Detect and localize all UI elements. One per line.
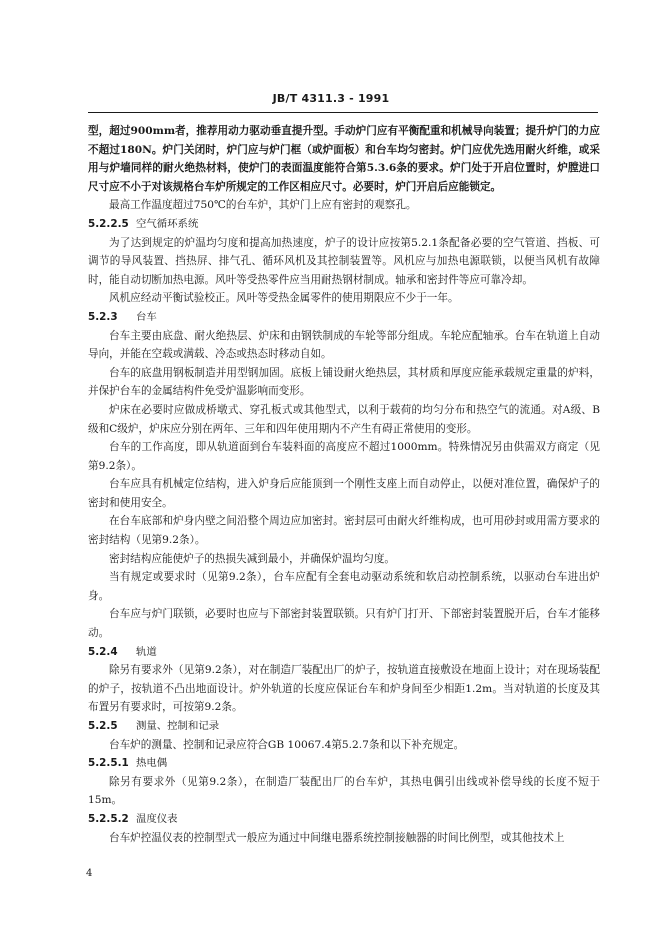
section-number: 5.2.5.1 <box>88 757 129 770</box>
section-title: 轨道 <box>136 645 157 658</box>
section-title: 热电偶 <box>136 757 168 770</box>
section-number: 5.2.5 <box>88 720 118 732</box>
section-heading <box>88 810 600 829</box>
section-number: 5.2.2.5 <box>88 217 129 230</box>
paragraph: 风机应经动平衡试验校正。风叶等受热金属零件的使用期限应不少于一年。 <box>109 292 459 305</box>
paragraph: 除另有要求外（见第9.2条），在制造厂装配出厂的台车炉，其热电偶引出线或补偿导线的长度不短于15m。 <box>88 775 600 807</box>
header-rule <box>88 112 598 113</box>
section-heading <box>88 643 600 662</box>
paragraph: 当有规定或要求时（见第9.2条），台车应配有全套电动驱动系统和软启动控制系统，以驱动台车进出炉身。 <box>88 571 600 602</box>
paragraph: 台车的工作高度，即从轨道面到台车装料面的高度应不超过1000mm。特殊情况另由供需双方商定（见第9.2条）。 <box>88 441 600 472</box>
paragraph: 台车的底盘用钢板制造并用型钢加固。底板上铺设耐火绝热层，其材质和厚度应能承载规定重量的炉料，并保护台车的金属结构件免受炉温影响而变形。 <box>88 366 600 398</box>
section-heading <box>88 215 600 234</box>
paragraph: 为了达到规定的炉温均匀度和提高加热速度，炉子的设计应按第5.2.1条配备必要的空气管道、挡板、可调节的导风装置、挡热屏、排气孔、循环风机及其控制装置等。风机应与加热电源联锁，以便当风机有故障时，能自动切断加热电源。风叶等受热零件应当用耐热钢材制成。轴承和密封件等应可靠冷却。 <box>88 236 600 286</box>
paragraph: 在台车底部和炉身内壁之间沿整个周边应加密封。密封层可由耐火纤维构成，也可用砂封或用需方要求的密封结构（见第9.2条）。 <box>88 515 600 547</box>
section-heading <box>88 717 600 736</box>
section-heading <box>88 308 600 327</box>
page-number: 4 <box>86 868 93 879</box>
document-body <box>88 122 600 847</box>
section-number: 5.2.4 <box>88 645 118 658</box>
paragraph: 密封结构应能使炉子的热损失减到最小，并确保炉温均匀度。 <box>109 552 396 565</box>
paragraph: 最高工作温度超过750℃的台车炉，其炉门上应有密封的观察孔。 <box>109 199 417 212</box>
paragraph: 炉床在必要时应做成桥墩式、穿孔板式或其他型式，以利于载荷的均匀分布和热空气的流通。对A级、B级和C级炉，炉床应分别在两年、三年和四年使用期内不产生有碍正常使用的变形。 <box>88 403 600 435</box>
paragraph: 台车炉的测量、控制和记录应符合GB 10067.4第5.2.7条和以下补充规定。 <box>109 738 465 751</box>
section-number: 5.2.3 <box>88 310 118 323</box>
section-title: 温度仪表 <box>136 812 178 825</box>
section-title: 空气循环系统 <box>136 217 199 230</box>
paragraph: 台车炉控温仪表的控制型式一般应为通过中间继电器系统控制接触器的时间比例型，或其他技术上 <box>109 831 565 844</box>
paragraph: 台车应与炉门联锁，必要时也应与下部密封装置联锁。只有炉门打开、下部密封装置脱开后，台车才能移动。 <box>88 608 600 640</box>
section-title: 测量、控制和记录 <box>136 720 220 732</box>
paragraph: 台车应具有机械定位结构，进入炉身后应能顶到一个刚性支座上而自动停止，以便对准位置，确保炉子的密封和使用安全。 <box>88 478 600 509</box>
section-number: 5.2.5.2 <box>88 812 129 825</box>
paragraph: 台车主要由底盘、耐火绝热层、炉床和由钢铁制成的车轮等部分组成。车轮应配轴承。台车在轨道上自动导向，并能在空载或满载、冷态或热态时移动自如。 <box>88 329 600 361</box>
standard-header: JB/T 4311.3 - 1991 <box>272 92 390 105</box>
paragraph: 除另有要求外（见第9.2条），对在制造厂装配出厂的炉子，按轨道直接敷设在地面上设计；对在现场装配的炉子，按轨道不凸出地面设计。炉外轨道的长度应保证台车和炉身间至少相距1.2m。当对轨道的长度及其布置另有要求时，可按第9.2条。 <box>88 664 600 714</box>
paragraph: 型，超过900mm者，推荐用动力驱动垂直提升型。手动炉门应有平衡配重和机械导向装置；提升炉门的力应不超过180N。炉门关闭时，炉门应与炉门框（或炉面板）和台车均匀密封。炉门应优先选用耐火纤维，或采用与炉墙同样的耐火绝热材料，使炉门的表面温度能符合第5.3.6条的要求。炉门处于开启位置时，炉膛进口尺寸应不小于对该规格台车炉所规定的工作区相应尺寸。必要时，炉门开启后应能锁定。 <box>88 125 600 193</box>
section-heading <box>88 754 600 773</box>
section-title: 台车 <box>136 310 157 323</box>
